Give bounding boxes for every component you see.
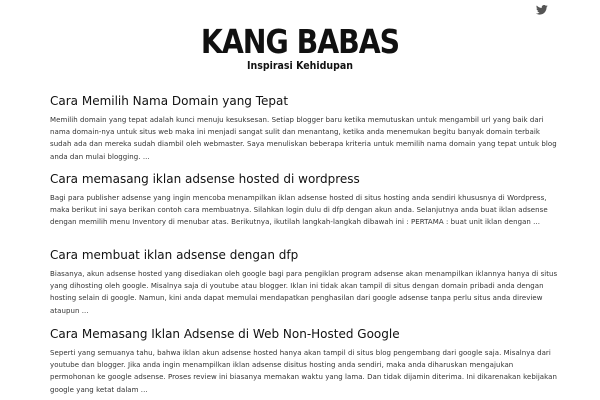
post-excerpt: Memilih domain yang tepat adalah kunci menuju kesuksesan. Setiap blogger baru ketika memutuskan untuk mengambil url yang baik dari nama domain-nya untuk situs web maka ini menjadi sangat sulit dan menantang, ketika anda menemukan begitu banyak domain terbaik sudah ada dan mereka sudah diambil oleh webmaster. Saya menuliskan beberapa kriteria untuk memilih nama domain yang tepat untuk blog anda dan mulai blogging. ...	[50, 116, 557, 161]
post-item	[50, 327, 560, 396]
post-title-link[interactable]: Cara Memasang Iklan Adsense di Web Non-Hosted Google	[50, 327, 400, 341]
site-header	[0, 24, 600, 72]
post-title-link[interactable]: Cara Memilih Nama Domain yang Tepat	[50, 94, 289, 108]
post-excerpt: Bagi para publisher adsense yang ingin mencoba menampilkan iklan adsense hosted di situs hosting anda sendiri khususnya di Wordpress, maka berikut ini saya berikan contoh cara membuatnya. Silahkan login dulu di dfp dengan akun anda. Selanjutnya anda buat iklan adsense dengan memilih menu Inventory di menubar atas. Berikutnya, ikutilah langkah-langkah dibawah ini : PERTAMA : buat unit iklan dengan ...	[50, 194, 548, 227]
post-item	[50, 248, 560, 317]
post-excerpt: Seperti yang semuanya tahu, bahwa iklan akun adsense hosted hanya akan tampil di situs blog pengembang dari google saja. Misalnya dari youtube dan blogger. Jika anda ingin menampilkan iklan adsense disitus hosting anda sendiri, maka anda diharuskan mengajukan permohonan ke google adsense. Proses review ini biasanya memakan waktu yang lama. Dan tidak dijamin diterima. Ini dikarenakan kebijakan google yang ketat dalam ...	[50, 349, 557, 394]
twitter-bird-icon	[536, 5, 548, 15]
site-tagline: Inspirasi Kehidupan	[246, 59, 354, 72]
post-item	[50, 94, 560, 163]
post-excerpt: Biasanya, akun adsense hosted yang disediakan oleh google bagi para pengiklan program adsense akan menampilkan iklannya hanya di situs yang dihosting oleh google. Misalnya saja di youtube atau blogger. Iklan ini tidak akan tampil di situs dengan domain pribadi anda dengan hosting selain di google. Namun, kini anda dapat memulai mendapatkan penghasilan dari google adsense tanpa perlu situs anda direview ataupun ...	[50, 270, 558, 315]
site-title[interactable]: KANG BABAS	[200, 22, 400, 61]
post-title-link[interactable]: Cara membuat iklan adsense dengan dfp	[50, 248, 299, 262]
post-item	[50, 172, 560, 229]
twitter-link[interactable]	[536, 5, 548, 15]
post-title-link[interactable]: Cara memasang iklan adsense hosted di wordpress	[50, 172, 360, 186]
